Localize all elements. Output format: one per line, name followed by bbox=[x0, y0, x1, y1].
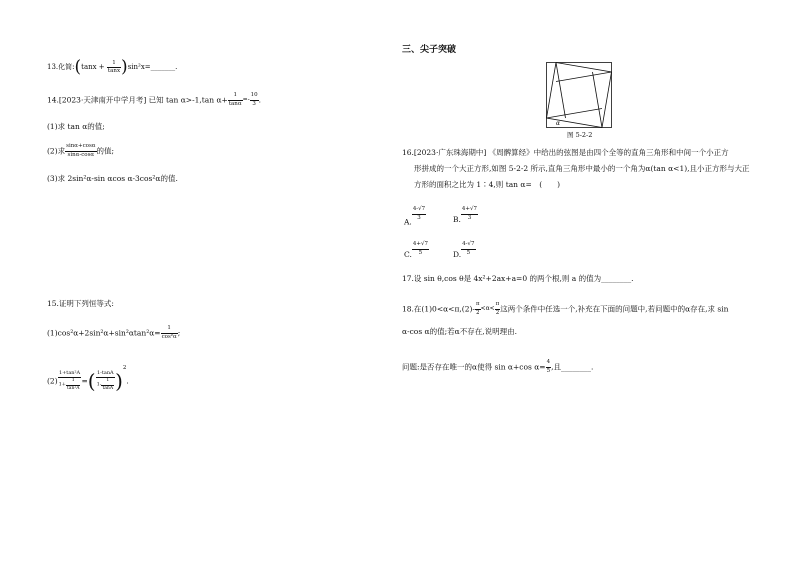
question-17: 17.设 sin θ,cos θ是 4x²+2ax+a=0 的两个根,则 a 的值为________. bbox=[402, 274, 634, 283]
question-13 bbox=[47, 59, 177, 76]
q14-p2-fraction: $\frac{\sin\alpha+\cos\alpha}{\sin\alpha-\cos\alpha}$ bbox=[66, 143, 96, 158]
angle-alpha-label: α bbox=[556, 120, 561, 127]
q14-part-1: (1)求 tan α的值; bbox=[47, 122, 105, 131]
q16-line-2: 形拼成的一个大正方形,如图 5-2-2 所示,直角三角形中最小的一个角为α(tan α<1),且小正方形与大正 bbox=[414, 164, 750, 173]
q14-part-2: (2)求 $\frac{\sin\alpha+\cos\alpha}{\sin\alpha-\cos\alpha}$ 的值; bbox=[47, 143, 115, 158]
q13-answer-blank: _______. bbox=[150, 63, 178, 71]
q13-tail: sin²x= bbox=[127, 63, 151, 71]
q14-fraction-1: $\frac{1}{\tan\alpha}$ bbox=[228, 92, 242, 107]
q18-question: 问题:是否存在唯一的α使得 sin α+cos α= $\frac{4}{5}$ ,且________. bbox=[402, 359, 594, 374]
figure-caption: 图 5-2-2 bbox=[567, 131, 593, 139]
q15-part-2: (2) 1+tan²A 1+ $\frac{1}{\text{tan²A}}$ =( 1-tanA 1- $\frac{1}{\tan A}$ )$^2$. bbox=[47, 365, 129, 393]
q14-fraction-2: $\frac{10}{3}$ bbox=[250, 92, 258, 107]
q13-label: 13.化简: bbox=[47, 63, 75, 71]
string-diagram-figure bbox=[546, 62, 612, 128]
q18-line-2: α-cos α的值;若α不存在,说明理由. bbox=[402, 327, 517, 336]
left-paren: ( bbox=[74, 57, 82, 77]
q16-option-a[interactable]: A. $\frac{4-√7}{3}$ bbox=[404, 206, 426, 227]
q14-end: . bbox=[258, 95, 262, 105]
q14-part-3: (3)求 2sin²α-sin αcos α-3cos²α的值. bbox=[47, 174, 178, 183]
q14-eq: =- bbox=[242, 96, 250, 103]
q15-p1-fraction: $\frac{1}{\text{cos²α}}$ bbox=[161, 325, 177, 340]
q15-p2-inner-fraction: 1-tanA 1- $\frac{1}{\tan A}$ bbox=[96, 370, 114, 391]
q18-line-1: 18.在(1)0<α<π,(2)- $\frac{\pi}{2}$ <α< $\frac{\pi}{2}$ 这两个条件中任选一个,补充在下面的问题中,若问题中的α存在,求 sin bbox=[402, 301, 729, 316]
q13-paren-num: tanx + bbox=[81, 63, 107, 71]
q14-head-text: 14.[2023·天津南开中学月考] 已知 tan α>-1,tan α+ bbox=[47, 95, 228, 105]
section-title: 三、尖子突破 bbox=[402, 45, 457, 55]
q16-option-d[interactable]: D. $\frac{4-√7}{5}$ bbox=[453, 241, 475, 259]
q13-fraction: $\frac{1}{\tan x}$ bbox=[107, 59, 121, 74]
q15-p2-left-fraction: 1+tan²A 1+ $\frac{1}{\text{tan²A}}$ bbox=[58, 370, 81, 391]
q16-option-b[interactable]: B. $\frac{4+√7}{3}$ bbox=[453, 206, 478, 224]
right-paren: ) bbox=[121, 57, 128, 77]
q16-line-3: 方形的面积之比为 1∶4,则 tan α= ( ) bbox=[414, 180, 561, 189]
q16-line-1: 16.[2023·广东珠海期中] 《周髀算经》中给出的弦图是由四个全等的直角三角形和中间一个小正方 bbox=[402, 148, 729, 157]
q16-option-c[interactable]: C. $\frac{4+√7}{5}$ bbox=[404, 241, 428, 259]
question-15-head: 15.证明下列恒等式: bbox=[47, 299, 114, 308]
q15-part-1: (1)cos²α+2sin²α+sin²αtan²α= $\frac{1}{\text{cos²α}}$ ; bbox=[47, 325, 181, 340]
question-14-head bbox=[47, 93, 261, 107]
